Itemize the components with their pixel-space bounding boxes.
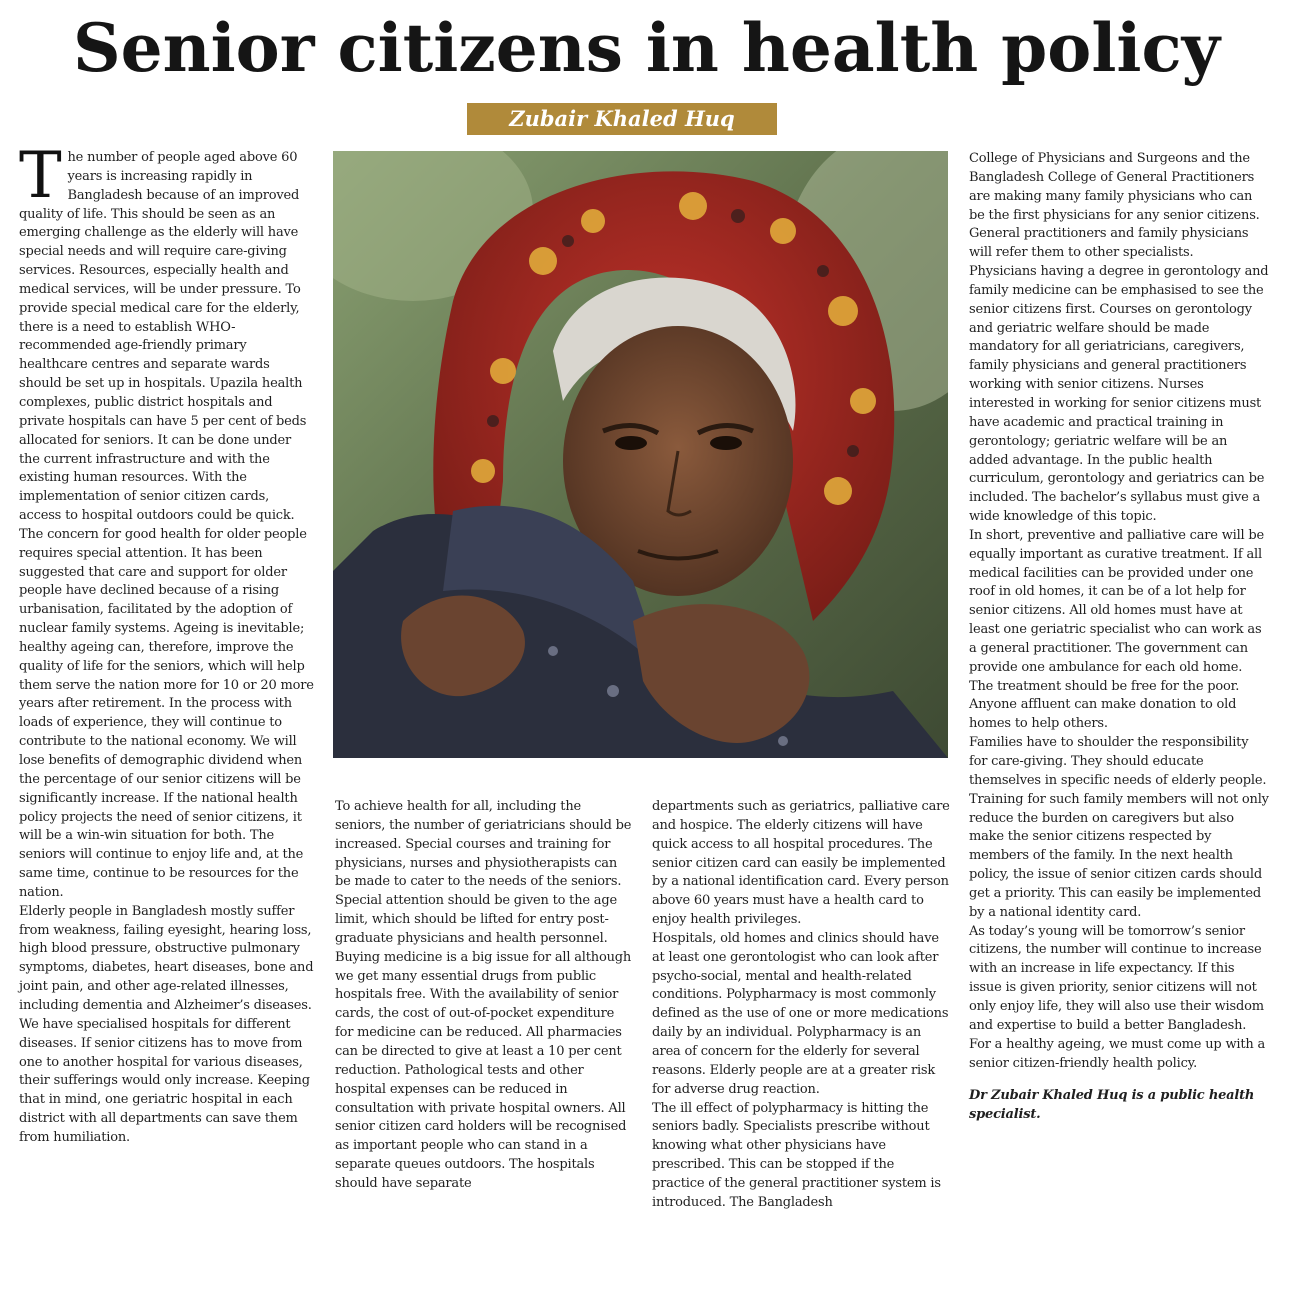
elderly-woman-photo	[333, 151, 948, 758]
paragraph: In short, preventive and palliative care will be equally important as curative treatment. If all medical facilities can be provided under one roof in old homes, it can be of a lot help for senior citizens. All old homes must have at least one geriatric specialist who can work as a general practitioner. The government can provide one ambulance for each old home. The treatment should be free for the poor. Anyone affluent can make donation to old homes to help others.	[969, 527, 1265, 732]
column-1	[19, 139, 315, 1148]
paragraph: departments such as geriatrics, palliative care and hospice. The elderly citizens will have quick access to all hospital procedures. The senior citizen card can easily be implemented by a national identification card. Every person above 60 years must have a health card to enjoy health privileges.	[652, 799, 950, 928]
headline: Senior citizens in health policy	[72, 9, 1221, 87]
paragraph: The ill effect of polypharmacy is hitting the seniors badly. Specialists prescribe without knowing what other physicians have prescribed. This can be stopped if the practice of the general practitioner system is introduced. The Bangladesh	[652, 1100, 941, 1210]
byline: Zubair Khaled Huq	[467, 103, 777, 135]
paragraph: Elderly people in Bangladesh mostly suffer from weakness, failing eyesight, hearing loss, high blood pressure, obstructive pulmonary symptoms, diabetes, heart diseases, bone and joint pain, and other age-related illnesses, including dementia and Alzheimer’s diseases. We have specialised hospitals for different diseases. If senior citizens has to move from one to another hospital for various diseases, their sufferings would only increase. Keeping that in mind, one geriatric hospital in each district with all departments can save them from humiliation.	[19, 903, 314, 1145]
paragraph: Families have to shoulder the responsibility for care-giving. They should educate themselves in specific needs of elderly people. Training for such family members will not only reduce the burden on caregivers but also make the senior citizens respected by members of the family. In the next health policy, the issue of senior citizen cards should get a priority. This can easily be implemented by a national identity card.	[969, 735, 1269, 920]
column-4	[969, 150, 1269, 1125]
paragraph: College of Physicians and Surgeons and the Bangladesh College of General Practitioners are making many family physicians who can be the first physicians for any senior citizens. General practitioners and family physicians will refer them to other specialists.	[969, 151, 1260, 261]
paragraph: The concern for good health for older people requires special attention. It has been suggested that care and support for older people have declined because of a rising urbanisation, facilitated by the adoption of nuclear family systems. Ageing is inevitable; healthy ageing can, therefore, improve the quality of life for the seniors, which will help them serve the nation more for 10 or 20 more years after retirement. In the process with loads of experience, they will continue to contribute to the national economy. We will lose benefits of demographic dividend when the percentage of our senior citizens will be significantly increase. If the national health policy projects the need of senior citizens, it will be a win-win situation for both. The seniors will continue to enjoy life and, at the same time, continue to be resources for the nation.	[19, 526, 314, 900]
paragraph: Buying medicine is a big issue for all although we get many essential drugs from public hospitals free. With the availability of senior cards, the cost of out-of-pocket expenditure for medicine can be reduced. All pharmacies can be directed to give at least a 10 per cent reduction. Pathological tests and other hospital expenses can be reduced in consultation with private hospital owners. All senior citizen card holders will be recognised as important people who can stand in a separate queues outdoors. The hospitals should have separate	[335, 949, 632, 1191]
paragraph: Physicians having a degree in gerontology and family medicine can be emphasised to see the senior citizens first. Courses on gerontology and geriatric welfare should be made mandatory for all geriatricians, caregivers, family physicians and general practitioners working with senior citizens. Nurses interested in working for senior citizens must have academic and practical training in gerontology; geriatric welfare will be an added advantage. In the public health curriculum, gerontology and geriatrics can be included. The bachelor’s syllabus must give a wide knowledge of this topic.	[969, 264, 1269, 525]
paragraph: The number of people aged above 60 years is increasing rapidly in Bangladesh because of an improved quality of life. This should be seen as an emerging challenge as the elderly will have special needs and will require care-giving services. Resources, especially health and medical services, will be under pressure. To provide special medical care for the elderly, there is a need to establish WHO-recommended age-friendly primary healthcare centres and separate wards should be set up in hospitals. Upazila health complexes, public district hospitals and private hospitals can have 5 per cent of beds allocated for seniors. It can be done under the current infrastructure and with the existing human resources. With the implementation of senior citizen cards, access to hospital outdoors could be quick.	[19, 139, 307, 524]
column-2	[335, 798, 633, 1194]
paragraph: To achieve health for all, including the seniors, the number of geriatricians should be increased. Special courses and training for physicians, nurses and physiotherapists can be made to cater to the needs of the seniors. Special attention should be given to the age limit, which should be lifted for entry post-graduate physicians and health personnel.	[335, 799, 632, 946]
author-note: Dr Zubair Khaled Huq is a public health specialist.	[969, 1088, 1255, 1123]
paragraph: Hospitals, old homes and clinics should have at least one gerontologist who can look after psycho-social, mental and health-related conditions. Polypharmacy is most commonly defined as the use of one or more medications daily by an individual. Polypharmacy is an area of concern for the elderly for several reasons. Elderly people are at a greater risk for adverse drug reaction.	[652, 930, 949, 1097]
column-3	[652, 798, 950, 1213]
paragraph: As today’s young will be tomorrow’s senior citizens, the number will continue to increase with an increase in life expectancy. If this issue is given priority, senior citizens will not only enjoy life, they will also use their wisdom and expertise to build a better Bangladesh. For a healthy ageing, we must come up with a senior citizen-friendly health policy.	[969, 923, 1266, 1071]
drop-cap: T	[19, 139, 62, 213]
